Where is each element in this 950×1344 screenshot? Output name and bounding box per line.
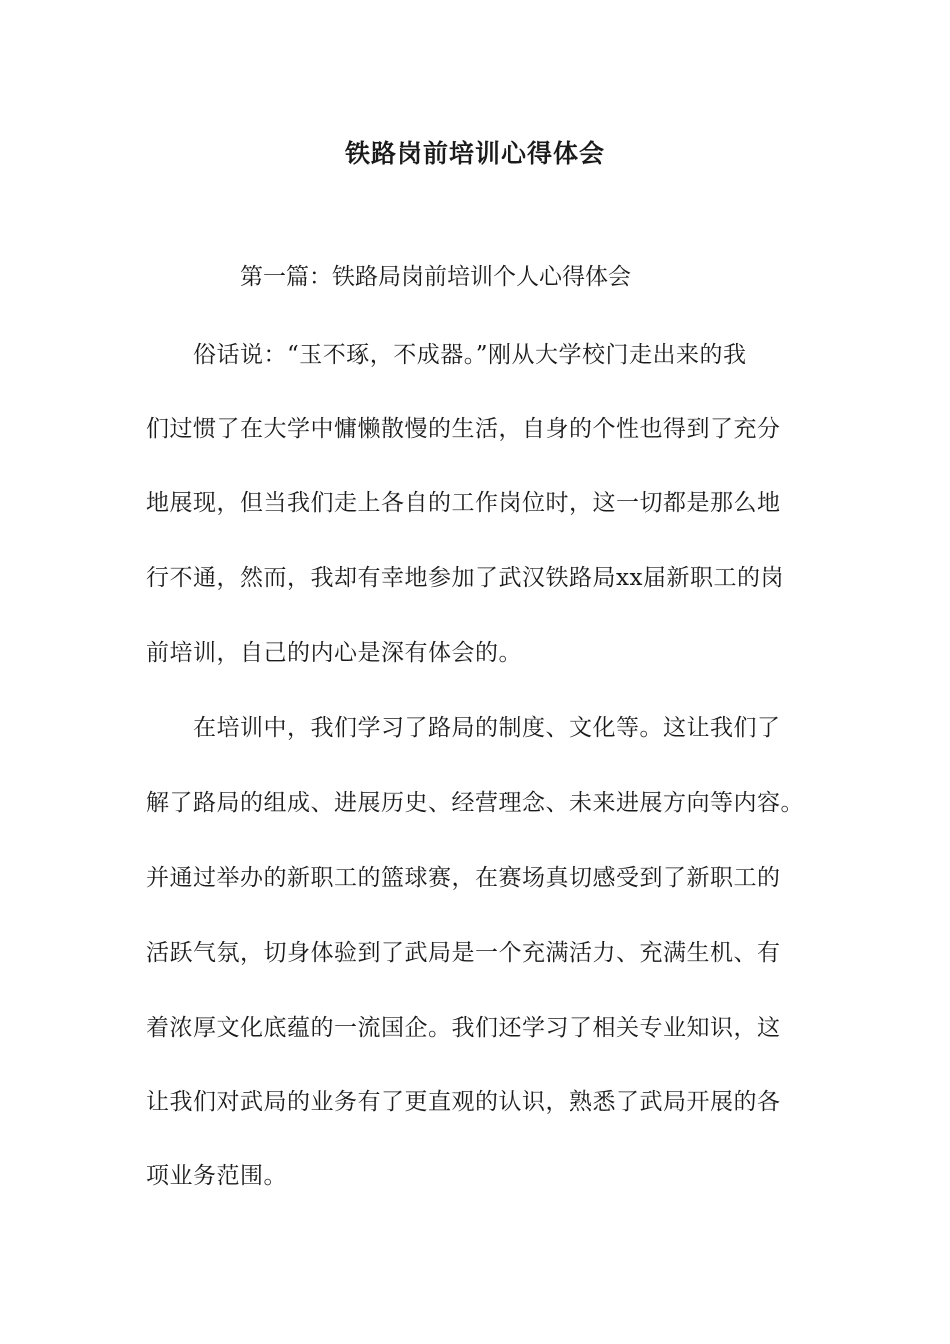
paragraph-line: 解了路局的组成、进展历史、经营理念、未来进展方向等内容。 bbox=[146, 790, 804, 816]
paragraph-line: 俗话说：“玉不琢，不成器。”刚从大学校门走出来的我 bbox=[193, 342, 747, 368]
document-title: 铁路岗前培训心得体会 bbox=[344, 139, 605, 168]
paragraph-line: 地展现，但当我们走上各自的工作岗位时，这一切都是那么地 bbox=[146, 490, 781, 516]
paragraph-line: 们过惯了在大学中慵懒散慢的生活，自身的个性也得到了充分 bbox=[146, 416, 781, 442]
paragraph-line: 项业务范围。 bbox=[146, 1163, 287, 1189]
paragraph-line: 让我们对武局的业务有了更直观的认识，熟悉了武局开展的各 bbox=[146, 1089, 781, 1115]
paragraph-line: 前培训，自己的内心是深有体会的。 bbox=[146, 640, 522, 666]
paragraph-line: 在培训中，我们学习了路局的制度、文化等。这让我们了 bbox=[193, 715, 781, 741]
paragraph-line: 行不通，然而，我却有幸地参加了武汉铁路局xx届新职工的岗 bbox=[146, 565, 784, 591]
paragraph-line: 活跃气氛，切身体验到了武局是一个充满活力、充满生机、有 bbox=[146, 940, 781, 966]
section-heading: 第一篇：铁路局岗前培训个人心得体会 bbox=[240, 264, 631, 290]
paragraph-line: 并通过举办的新职工的篮球赛，在赛场真切感受到了新职工的 bbox=[146, 865, 781, 891]
paragraph-line: 着浓厚文化底蕴的一流国企。我们还学习了相关专业知识，这 bbox=[146, 1015, 781, 1041]
